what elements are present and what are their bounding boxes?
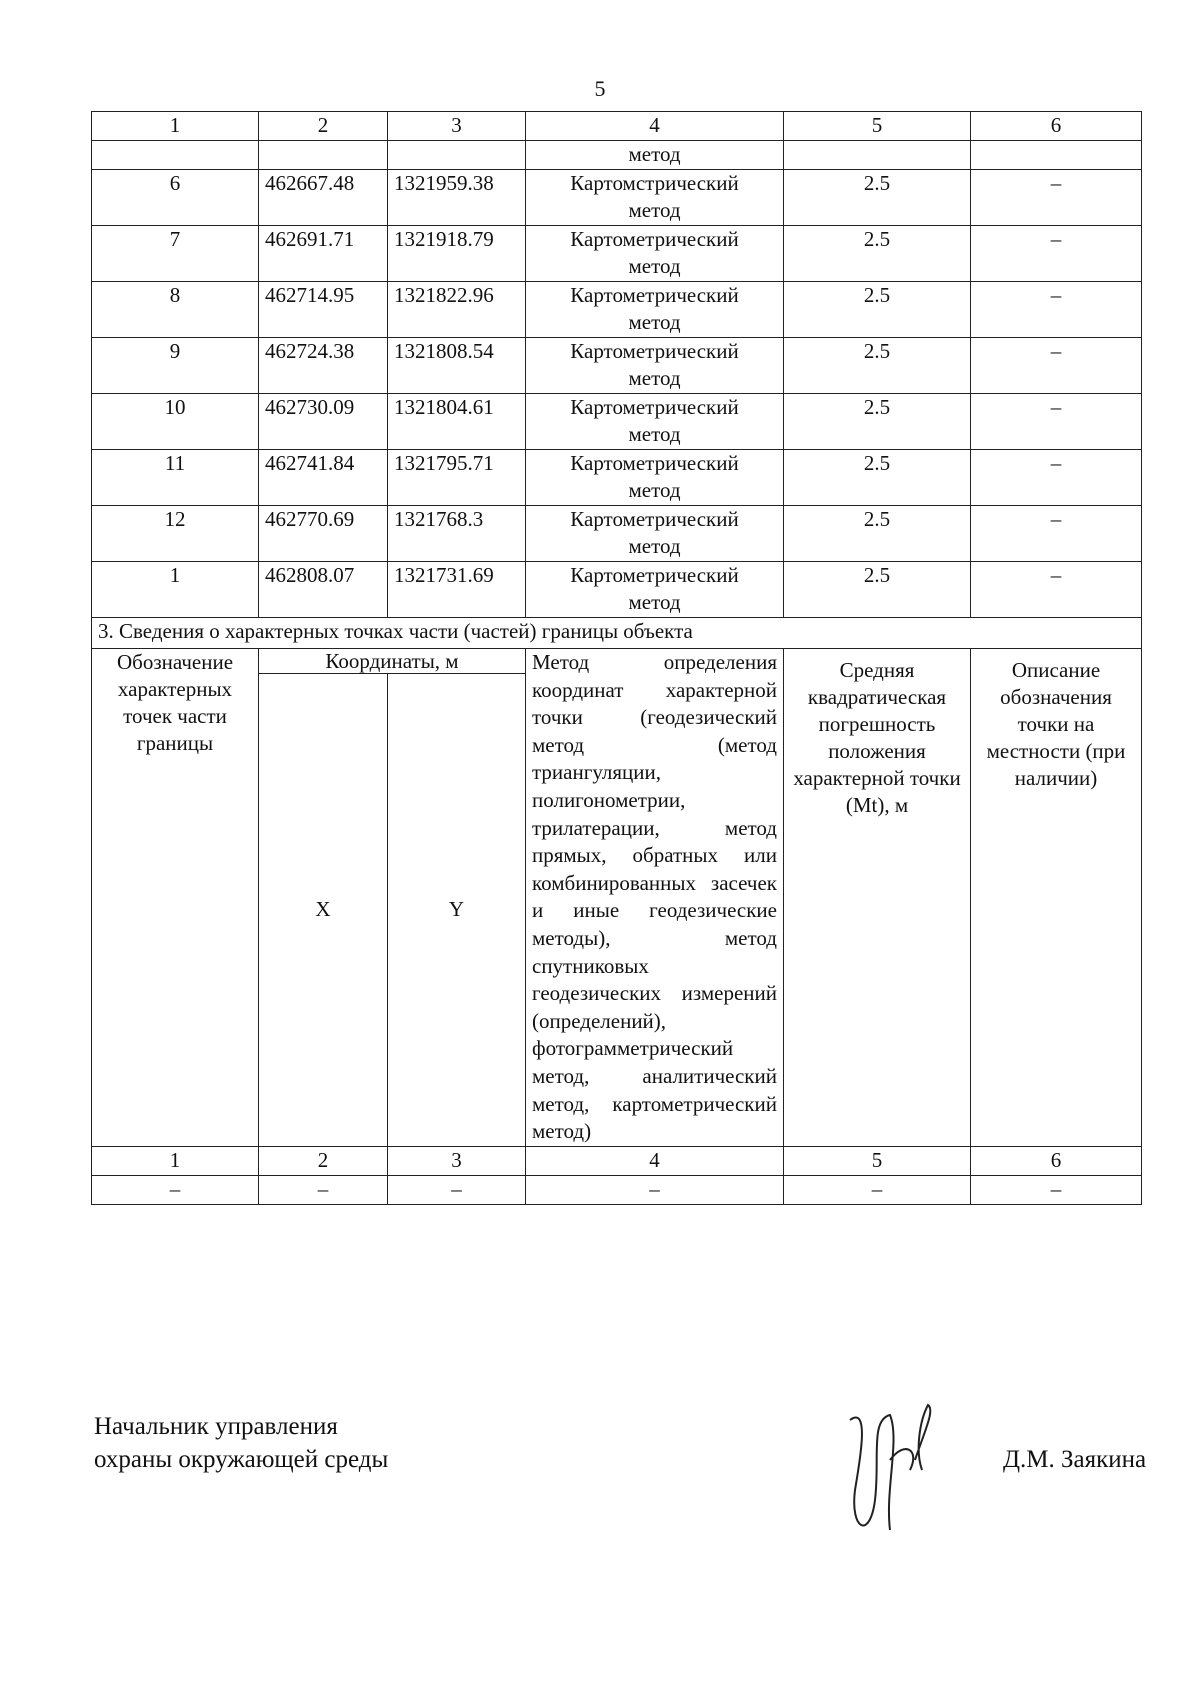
method-line: метод xyxy=(628,254,681,278)
method-line: метод xyxy=(628,534,681,558)
x-coordinate: 462724.38 xyxy=(259,338,388,394)
description: – xyxy=(971,506,1142,562)
method xyxy=(526,170,784,226)
empty-cell: – xyxy=(388,1175,526,1204)
method xyxy=(526,562,784,618)
y-coordinate: 1321959.38 xyxy=(388,170,526,226)
table-row xyxy=(92,562,1142,618)
method xyxy=(526,450,784,506)
col-num: 2 xyxy=(259,1146,388,1175)
method xyxy=(526,338,784,394)
coordinates-table xyxy=(91,111,1142,1205)
empty-cell: – xyxy=(526,1175,784,1204)
empty-cell: – xyxy=(971,1175,1142,1204)
col-num: 3 xyxy=(388,112,526,141)
table-row xyxy=(92,450,1142,506)
col-num: 6 xyxy=(971,1146,1142,1175)
mean-error: 2.5 xyxy=(784,450,971,506)
method-line: Картометрический xyxy=(570,395,739,419)
section-3-column-numbers xyxy=(92,1146,1142,1175)
y-coordinate: 1321795.71 xyxy=(388,450,526,506)
method-line: Картометрический xyxy=(570,507,739,531)
col-num: 1 xyxy=(92,112,259,141)
point-number: 8 xyxy=(92,282,259,338)
section-title: 3. Сведения о характерных точках части (частей) границы объекта xyxy=(92,618,1142,649)
handwritten-signature xyxy=(830,1400,940,1550)
method-line: метод xyxy=(628,478,681,502)
mean-error: 2.5 xyxy=(784,506,971,562)
method xyxy=(526,226,784,282)
section-3-empty-row xyxy=(92,1175,1142,1204)
mean-error: 2.5 xyxy=(784,226,971,282)
x-coordinate: 462741.84 xyxy=(259,450,388,506)
description: – xyxy=(971,282,1142,338)
method-line: метод xyxy=(628,310,681,334)
mean-error: 2.5 xyxy=(784,282,971,338)
signatory-position xyxy=(94,1410,388,1476)
y-header: Y xyxy=(388,674,526,1147)
coords-header: Координаты, м xyxy=(259,649,526,674)
method-line: метод xyxy=(628,198,681,222)
y-coordinate: 1321918.79 xyxy=(388,226,526,282)
x-coordinate: 462730.09 xyxy=(259,394,388,450)
method xyxy=(526,394,784,450)
description: – xyxy=(971,394,1142,450)
table-row xyxy=(92,506,1142,562)
col-num: 4 xyxy=(526,1146,784,1175)
x-coordinate: 462714.95 xyxy=(259,282,388,338)
continuation-row xyxy=(92,141,1142,170)
y-coordinate: 1321731.69 xyxy=(388,562,526,618)
description: – xyxy=(971,170,1142,226)
position-line-2: охраны окружающей среды xyxy=(94,1446,389,1473)
method xyxy=(526,506,784,562)
col-num: 2 xyxy=(259,112,388,141)
table-row xyxy=(92,282,1142,338)
section-3-header-row xyxy=(92,649,1142,674)
description: – xyxy=(971,562,1142,618)
method-line: Картометрический xyxy=(570,283,739,307)
signatory-name: Д.М. Заякина xyxy=(1003,1446,1147,1473)
description-header: Описание обозначения точки на местности (при наличии) xyxy=(971,649,1142,1147)
point-number: 11 xyxy=(92,450,259,506)
description: – xyxy=(971,226,1142,282)
method-header: Метод определения координат характерной точки (геодезический метод (метод триангуляции, полигонометрии, трилатерации, метод прямых, обратных или комбинированных засечек и иные геодезические методы), метод спутниковых геодезических измерений (определений), фотограмметрический метод, аналитический метод, картометрический метод) xyxy=(526,649,784,1147)
point-number: 7 xyxy=(92,226,259,282)
method-line: метод xyxy=(628,366,681,390)
col-num: 5 xyxy=(784,112,971,141)
method-line: Картометрический xyxy=(570,563,739,587)
x-header: X xyxy=(259,674,388,1147)
description: – xyxy=(971,450,1142,506)
mean-error: 2.5 xyxy=(784,170,971,226)
y-coordinate: 1321808.54 xyxy=(388,338,526,394)
table-row xyxy=(92,338,1142,394)
x-coordinate: 462667.48 xyxy=(259,170,388,226)
point-header: Обозначение характерных точек части границы xyxy=(92,649,259,1147)
column-numbers-row xyxy=(92,112,1142,141)
method-line: Картомстрический xyxy=(570,171,739,195)
empty-cell: – xyxy=(259,1175,388,1204)
point-number: 10 xyxy=(92,394,259,450)
col-num: 6 xyxy=(971,112,1142,141)
method-line: Картометрический xyxy=(570,451,739,475)
x-coordinate: 462770.69 xyxy=(259,506,388,562)
table-row xyxy=(92,226,1142,282)
x-coordinate: 462691.71 xyxy=(259,226,388,282)
method-line: Картометрический xyxy=(570,227,739,251)
table-row xyxy=(92,170,1142,226)
col-num: 5 xyxy=(784,1146,971,1175)
method xyxy=(526,282,784,338)
mean-error: 2.5 xyxy=(784,562,971,618)
point-number: 12 xyxy=(92,506,259,562)
method-line: Картометрический xyxy=(570,339,739,363)
section-3-title-row xyxy=(92,618,1142,649)
position-line-1: Начальник управления xyxy=(94,1413,338,1440)
method-cell: метод xyxy=(526,141,784,170)
page-number: 5 xyxy=(594,76,606,101)
method-line: метод xyxy=(628,422,681,446)
y-coordinate: 1321768.3 xyxy=(388,506,526,562)
col-num: 4 xyxy=(526,112,784,141)
method-line: метод xyxy=(628,590,681,614)
x-coordinate: 462808.07 xyxy=(259,562,388,618)
empty-cell: – xyxy=(92,1175,259,1204)
description: – xyxy=(971,338,1142,394)
mean-error: 2.5 xyxy=(784,394,971,450)
empty-cell: – xyxy=(784,1175,971,1204)
point-number: 6 xyxy=(92,170,259,226)
point-number: 9 xyxy=(92,338,259,394)
col-num: 3 xyxy=(388,1146,526,1175)
y-coordinate: 1321804.61 xyxy=(388,394,526,450)
mean-error: 2.5 xyxy=(784,338,971,394)
y-coordinate: 1321822.96 xyxy=(388,282,526,338)
table-row xyxy=(92,394,1142,450)
col-num: 1 xyxy=(92,1146,259,1175)
point-number: 1 xyxy=(92,562,259,618)
error-header: Средняя квадратическая погрешность положения характерной точки (Mt), м xyxy=(784,649,971,1147)
